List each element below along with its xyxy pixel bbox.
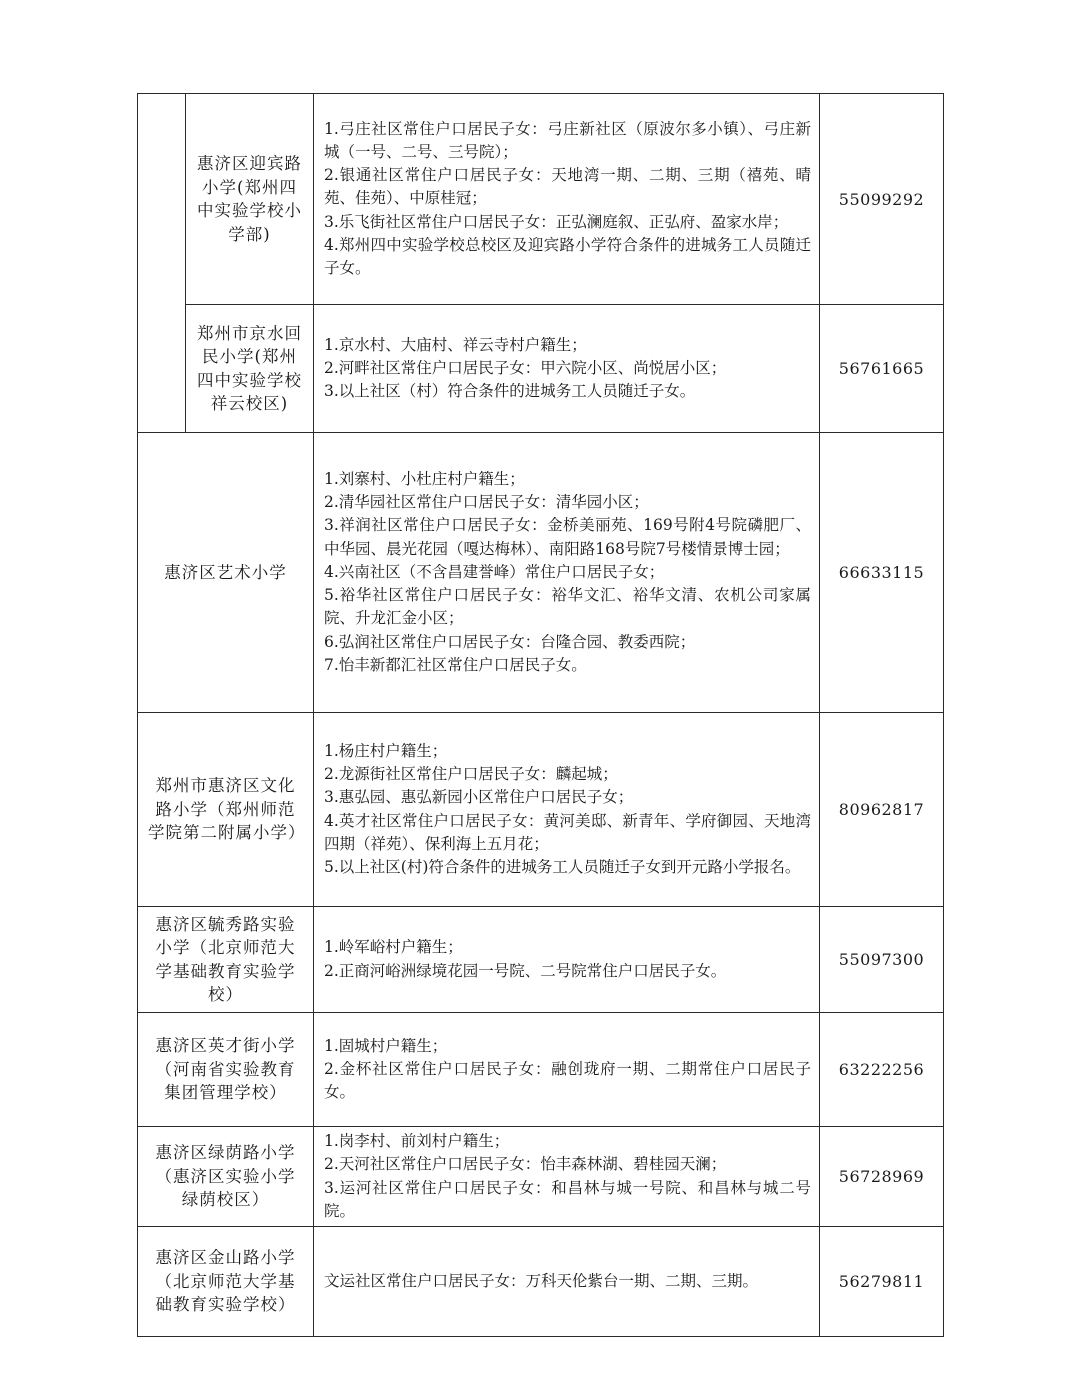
scope-line: 2.银通社区常住户口居民子女：天地湾一期、二期、三期（禧苑、晴苑、佳苑）、中原桂冠；: [324, 166, 811, 208]
school-name-cell: 惠济区毓秀路实验小学（北京师范大学基础教育实验学校）: [138, 907, 314, 1013]
scope-cell: [314, 713, 820, 907]
phone-cell: 55097300: [820, 907, 944, 1013]
scope-cell: [314, 907, 820, 1013]
scope-line: 7.怡丰新都汇社区常住户口居民子女。: [324, 655, 587, 674]
scope-line: 文运社区常住户口居民子女：万科天伦紫台一期、二期、三期。: [324, 1271, 759, 1290]
scope-line: 5.裕华社区常住户口居民子女：裕华文汇、裕华文清、农机公司家属院、升龙汇金小区；: [324, 586, 811, 628]
scope-line: 1.固城村户籍生；: [324, 1036, 448, 1055]
school-name-cell: 惠济区金山路小学（北京师范大学基础教育实验学校）: [138, 1227, 314, 1337]
scope-line: 3.惠弘园、惠弘新园小区常住户口居民子女；: [324, 788, 634, 807]
table-row: [138, 713, 944, 907]
scope-line: 4.英才社区常住户口居民子女：黄河美邸、新青年、学府御园、天地湾四期（祥苑）、保利海上五月花；: [324, 811, 811, 853]
phone-cell: 56279811: [820, 1227, 944, 1337]
scope-line: 1.京水村、大庙村、祥云寺村户籍生；: [324, 335, 587, 354]
scope-cell: [314, 94, 820, 305]
school-name-cell: 惠济区艺术小学: [138, 433, 314, 713]
scope-line: 1.岭军峪村户籍生；: [324, 938, 463, 957]
table-row: [138, 1127, 944, 1227]
school-name-cell: 惠济区迎宾路小学(郑州四中实验学校小学部): [186, 94, 314, 305]
table-row: [138, 907, 944, 1013]
scope-line: 4.兴南社区（不含昌建誉峰）常住户口居民子女；: [324, 562, 665, 581]
scope-cell: [314, 1227, 820, 1337]
phone-cell: 80962817: [820, 713, 944, 907]
phone-cell: 56761665: [820, 305, 944, 433]
table-row: [138, 1227, 944, 1337]
scope-cell: [314, 1127, 820, 1227]
scope-line: 6.弘润社区常住户口居民子女：台隆合园、教委西院；: [324, 632, 696, 651]
phone-cell: 63222256: [820, 1013, 944, 1127]
scope-line: 1.杨庄村户籍生；: [324, 741, 448, 760]
scope-line: 3.祥润社区常住户口居民子女：金桥美丽苑、169号附4号院磷肥厂、中华园、晨光花园（嘎达梅林）、南阳路168号院7号楼情景博士园；: [324, 516, 811, 558]
phone-cell: 66633115: [820, 433, 944, 713]
school-name-cell: 郑州市京水回民小学(郑州四中实验学校祥云校区): [186, 305, 314, 433]
scope-cell: [314, 433, 820, 713]
scope-cell: [314, 305, 820, 433]
table-row: [138, 1013, 944, 1127]
scope-line: 2.河畔社区常住户口居民子女：甲六院小区、尚悦居小区；: [324, 358, 727, 377]
scope-line: 4.郑州四中实验学校总校区及迎宾路小学符合条件的进城务工人员随迁子女。: [324, 235, 811, 277]
table-row: [138, 94, 944, 305]
scope-line: 2.金杯社区常住户口居民子女：融创珑府一期、二期常住户口居民子女。: [324, 1059, 811, 1102]
enrollment-table: [137, 93, 944, 1337]
school-name-cell: 惠济区英才街小学（河南省实验教育集团管理学校）: [138, 1013, 314, 1127]
scope-line: 2.清华园社区常住户口居民子女：清华园小区；: [324, 493, 649, 512]
scope-line: 1.岗李村、前刘村户籍生；: [324, 1132, 510, 1151]
school-name-cell: 惠济区绿荫路小学（惠济区实验小学绿荫校区）: [138, 1127, 314, 1227]
scope-line: 2.正商河峪洲绿境花园一号院、二号院常住户口居民子女。: [324, 961, 727, 980]
scope-line: 3.运河社区常住户口居民子女：和昌林与城一号院、和昌林与城二号院。: [324, 1178, 811, 1220]
school-name-cell: 郑州市惠济区文化路小学（郑州师范学院第二附属小学）: [138, 713, 314, 907]
table-row: [138, 305, 944, 433]
scope-cell: [314, 1013, 820, 1127]
phone-cell: 56728969: [820, 1127, 944, 1227]
scope-line: 3.乐飞街社区常住户口居民子女：正弘澜庭叙、正弘府、盈家水岸；: [324, 212, 789, 231]
scope-line: 2.龙源街社区常住户口居民子女：麟起城；: [324, 765, 618, 784]
phone-cell: 55099292: [820, 94, 944, 305]
scope-line: 2.天河社区常住户口居民子女：怡丰森林湖、碧桂园天澜；: [324, 1155, 727, 1174]
table-row: [138, 433, 944, 713]
scope-line: 1.弓庄社区常住户口居民子女：弓庄新社区（原波尔多小镇）、弓庄新城（一号、二号、三号院）；: [324, 119, 811, 161]
merged-group-cell: [138, 94, 186, 433]
scope-line: 3.以上社区（村）符合条件的进城务工人员随迁子女。: [324, 382, 696, 401]
scope-line: 1.刘寨村、小杜庄村户籍生；: [324, 470, 525, 489]
scope-line: 5.以上社区(村)符合条件的进城务工人员随迁子女到开元路小学报名。: [324, 857, 801, 876]
